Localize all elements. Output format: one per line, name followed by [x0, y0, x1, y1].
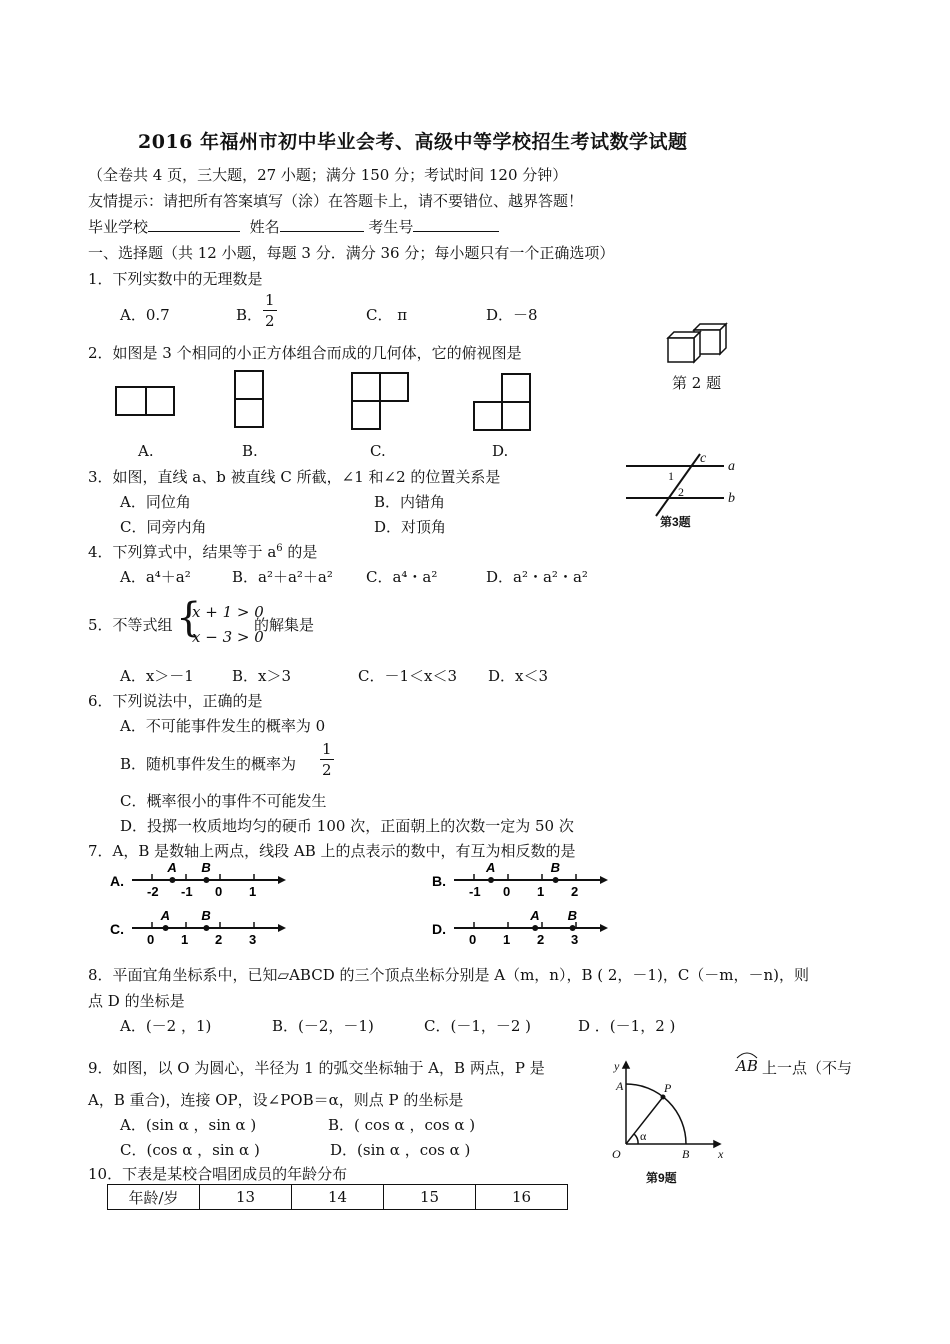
number-line-label: D.: [432, 921, 446, 937]
q1-frac-num: 1: [265, 291, 275, 309]
q2-label-c: C.: [370, 442, 386, 460]
school-label: 毕业学校: [88, 218, 149, 236]
name-label: 姓名: [249, 218, 280, 236]
tick-label: 0: [469, 932, 477, 947]
number-line-c: [110, 908, 286, 947]
q3-stem: 3．如图，直线 a、b 被直线 C 所截，∠1 和∠2 的位置关系是: [88, 468, 501, 486]
tick-label: 3: [249, 932, 257, 947]
q9-stem-1b: 上一点（不与: [762, 1059, 853, 1077]
q1-fraction: [263, 293, 277, 329]
tick-label: 2: [215, 932, 223, 947]
q5-option-a: A．x＞－1: [120, 667, 194, 685]
tip: 友情提示：请把所有答案填写（涂）在答题卡上，请不要错位、越界答题！: [88, 192, 584, 210]
table-cell: 15: [384, 1185, 476, 1210]
q4-stem-post: 的是: [282, 543, 318, 561]
q5-brace: {: [176, 595, 202, 641]
q3-label-c: c: [700, 452, 707, 466]
number-line-label: B.: [432, 873, 446, 889]
point-label: A: [167, 862, 177, 875]
point-label: A: [486, 862, 496, 875]
number-line-b: [432, 862, 608, 899]
point-label: A: [160, 908, 170, 923]
q3-angle-1: 1: [668, 469, 674, 483]
q3-label-a: a: [728, 459, 735, 474]
q7-number-lines: [110, 862, 610, 952]
point-label: B: [201, 862, 211, 875]
q1-option-a: A．0.7: [120, 306, 170, 324]
q9-label-y: y: [614, 1060, 620, 1073]
tick-label: 2: [537, 932, 545, 947]
tick-label: 1: [503, 932, 511, 947]
name-blank: [280, 231, 364, 232]
table-row: [108, 1185, 568, 1210]
q2-stem: 2．如图是 3 个相同的小正方体组合而成的几何体，它的俯视图是: [88, 344, 522, 362]
q5-option-b: B．x＞3: [232, 667, 292, 685]
q8-option-b: B．(－2，－1): [272, 1017, 374, 1035]
exam-no-label: 考生号: [368, 218, 414, 236]
q8-option-a: A．(－2 ，1): [120, 1017, 212, 1035]
q3-label-b: b: [728, 491, 735, 506]
q3-caption: 第3题: [660, 515, 691, 529]
point-a: [532, 925, 538, 931]
q6-option-a: A．不可能事件发生的概率为 0: [120, 717, 326, 735]
q4-stem: [88, 541, 317, 562]
tick-label: 0: [503, 884, 511, 899]
tick-label: 1: [249, 884, 257, 899]
q2-cube-figure: [664, 320, 730, 366]
q6-option-c: C．概率很小的事件不可能发生: [120, 792, 327, 810]
tick-label: 3: [571, 932, 579, 947]
q1-option-d: D．－8: [486, 306, 538, 324]
q10-stem: 10．下表是某校合唱团成员的年龄分布: [88, 1165, 348, 1183]
q1-option-b: B．: [236, 306, 263, 324]
q5-option-d: D．x＜3: [488, 667, 549, 685]
q3-figure: [620, 452, 740, 532]
tick-label: 1: [537, 884, 545, 899]
q8-stem-1: 8．平面宜角坐标系中，已知▱ABCD 的三个顶点坐标分别是 A（m，n），B ( 2，－1)，C（－m，－n)，则: [88, 966, 810, 984]
point-label: B: [550, 862, 560, 875]
q9-stem-2: A，B 重合)，连接 OP，设∠POB＝α，则点 P 的坐标是: [88, 1091, 464, 1109]
q2-label-a: A.: [138, 442, 154, 460]
exam-info: （全卷共 4 页，三大题，27 小题；满分 150 分；考试时间 120 分钟）: [88, 166, 568, 184]
q2-label-b: B.: [242, 442, 258, 460]
axis-arrow-icon: [600, 924, 608, 932]
tick-label: -1: [469, 884, 481, 899]
q9-label-alpha: α: [640, 1129, 647, 1143]
q9-label-x: x: [718, 1147, 724, 1161]
table-cell: 年龄/岁: [108, 1185, 200, 1210]
q4-option-d: D．a²・a²・a²: [486, 568, 588, 586]
q9-label-a: A: [616, 1079, 624, 1093]
q9-label-b: B: [682, 1147, 690, 1161]
q10-age-table: [107, 1184, 568, 1210]
table-cell: 14: [292, 1185, 384, 1210]
q5-option-c: C．－1＜x＜3: [358, 667, 458, 685]
q9-label-o: O: [612, 1147, 621, 1161]
school-blank: [148, 231, 240, 232]
q5-stem-pre: 5．不等式组: [88, 616, 173, 634]
q3-option-d: D．对顶角: [374, 518, 447, 536]
point-p: [661, 1095, 666, 1100]
point-label: A: [530, 908, 540, 923]
point-label: B: [201, 908, 211, 923]
point-b: [203, 925, 209, 931]
q9-option-a: A．(sin α ，sin α ): [120, 1116, 257, 1134]
q1-option-c: C． π: [366, 306, 408, 324]
q1-stem: 1．下列实数中的无理数是: [88, 270, 263, 288]
arc-mark-icon: [736, 1051, 758, 1059]
q4-stem-pre: 4．下列算式中，结果等于 a: [88, 543, 277, 561]
tick-label: -1: [181, 884, 193, 899]
tick-label: 0: [215, 884, 223, 899]
q6-stem: 6．下列说法中，正确的是: [88, 692, 263, 710]
number-line-a: [110, 862, 286, 899]
q9-label-p: P: [664, 1081, 672, 1095]
q9-option-c: C．(cos α ，sin α ): [120, 1141, 260, 1159]
q9-stem-1: 9．如图，以 O 为圆心，半径为 1 的弧交坐标轴于 A，B 两点，P 是: [88, 1059, 545, 1077]
number-line-label: C.: [110, 921, 124, 937]
y-arrow-icon: [623, 1062, 629, 1068]
q9-option-b: B．( cos α ，cos α ): [328, 1116, 476, 1134]
q4-option-c: C．a⁴・a²: [366, 568, 438, 586]
q8-option-d: D ．(－1，2 ): [578, 1017, 676, 1035]
q9-arc-label: AB: [736, 1057, 758, 1075]
q6-frac-num: 1: [322, 740, 332, 758]
q5-stem-post: 的解集是: [254, 616, 315, 634]
point-a: [163, 925, 169, 931]
q3-option-c: C．同旁内角: [120, 518, 207, 536]
tick-label: -2: [147, 884, 159, 899]
q4-stem-sup: 6: [276, 543, 283, 554]
student-fields: [88, 216, 499, 237]
q6-option-d: D．投掷一枚质地均匀的硬币 100 次，正面朝上的次数一定为 50 次: [120, 817, 574, 835]
q8-option-c: C．(－1，－2 ): [424, 1017, 532, 1035]
q5-ineq-1: x + 1 > 0: [192, 603, 264, 621]
exam-no-blank: [413, 231, 499, 232]
q8-stem-2: 点 D 的坐标是: [88, 992, 185, 1010]
q6-option-b: B．随机事件发生的概率为: [120, 755, 297, 773]
point-label: B: [567, 908, 577, 923]
axis-arrow-icon: [278, 924, 286, 932]
q9-arc-ab: [736, 1057, 758, 1075]
q9-figure: [600, 1060, 730, 1190]
q3-option-a: A．同位角: [120, 493, 191, 511]
table-cell: 13: [200, 1185, 292, 1210]
axis-arrow-icon: [278, 876, 286, 884]
page-title: 2016 年福州市初中毕业会考、高级中等学校招生考试数学试题: [138, 131, 688, 153]
q9-caption: 第9题: [646, 1171, 677, 1185]
q2-caption: 第 2 题: [672, 374, 722, 392]
point-b: [203, 877, 209, 883]
q1-frac-den: 2: [265, 312, 275, 330]
q4-option-b: B．a²＋a²＋a²: [232, 568, 333, 586]
tick-label: 0: [147, 932, 155, 947]
point-b: [553, 877, 559, 883]
number-line-label: A.: [110, 873, 124, 889]
q5-ineq-2: x − 3 > 0: [192, 628, 264, 646]
q7-stem: 7．A，B 是数轴上两点，线段 AB 上的点表示的数中，有互为相反数的是: [88, 842, 576, 860]
q6-frac-den: 2: [322, 761, 332, 779]
tick-label: 2: [571, 884, 579, 899]
q4-option-a: A．a⁴＋a²: [120, 568, 191, 586]
section-1-heading: 一、选择题（共 12 小题，每题 3 分．满分 36 分；每小题只有一个正确选项）: [88, 244, 615, 262]
point-a: [169, 877, 175, 883]
point-a: [488, 877, 494, 883]
q3-option-b: B．内错角: [374, 493, 446, 511]
q2-label-d: D.: [492, 442, 509, 460]
axis-arrow-icon: [600, 876, 608, 884]
q9-option-d: D．(sin α ，cos α ): [330, 1141, 471, 1159]
point-b: [570, 925, 576, 931]
q6-fraction: [320, 742, 334, 778]
number-line-d: [432, 908, 608, 947]
q3-angle-2: 2: [678, 485, 684, 499]
table-cell: 16: [476, 1185, 568, 1210]
tick-label: 1: [181, 932, 189, 947]
